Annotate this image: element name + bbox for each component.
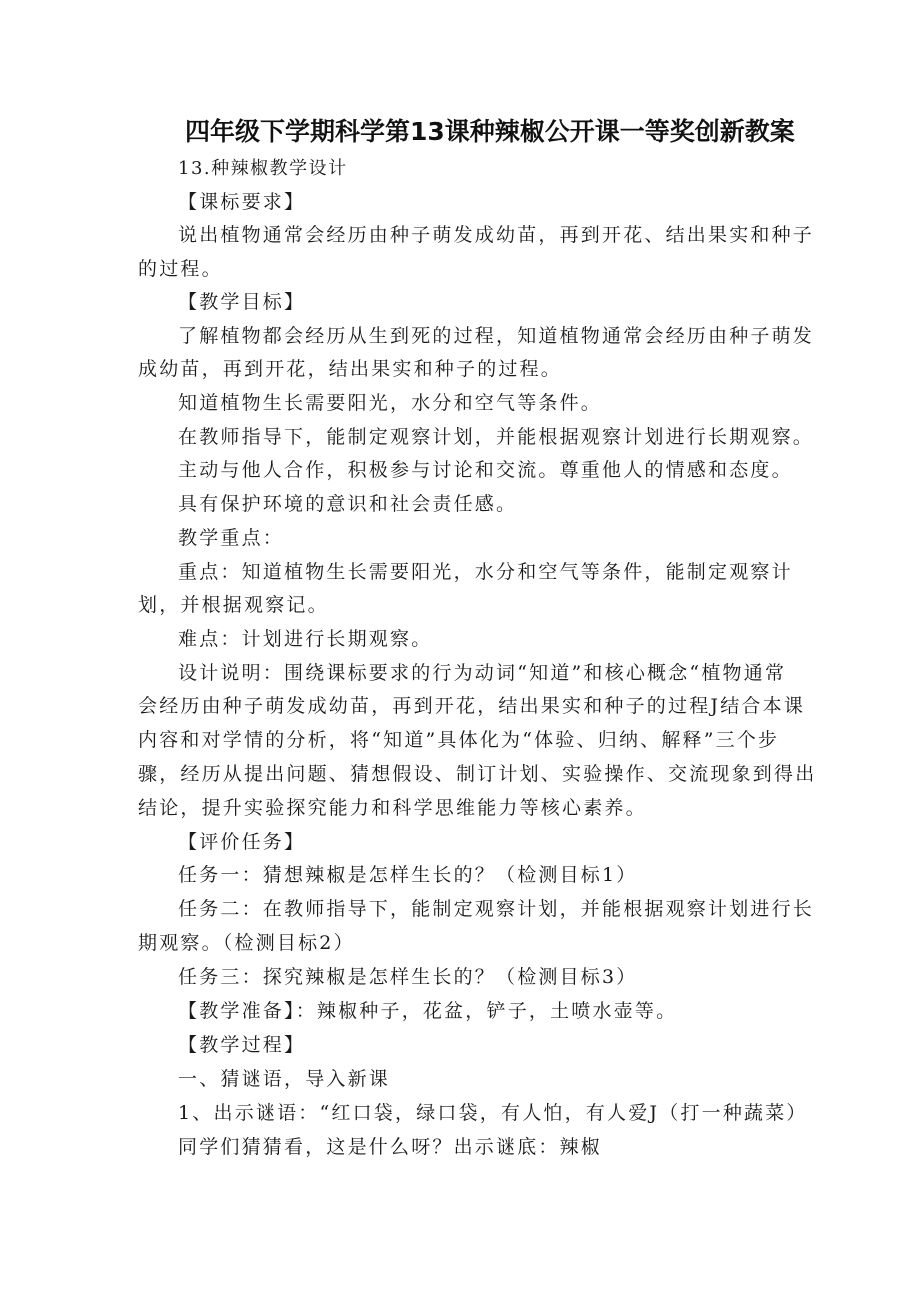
paragraph-line: 任务三：探究辣椒是怎样生长的？（检测目标3） [178,966,638,988]
paragraph-line: 的过程。 [138,258,223,280]
paragraph-line: 期观察。（检测目标2） [138,932,355,954]
paragraph-line: 任务一：猜想辣椒是怎样生长的？（检测目标1） [178,864,638,886]
paragraph-line: 骤，经历从提出问题、猜想假设、制订计划、实验操作、交流现象到得出 [138,763,817,785]
paragraph-line: 任务二：在教师指导下，能制定观察计划，并能根据观察计划进行长 [178,898,815,920]
paragraph-line: 同学们猜猜看，这是什么呀？出示谜底：辣椒 [178,1136,603,1158]
paragraph-line: 难点：计划进行长期观察。 [178,628,433,650]
paragraph-line: 具有保护环境的意识和社会责任感。 [178,493,518,515]
paragraph-line: 主动与他人合作，积极参与讨论和交流。尊重他人的情感和态度。 [178,459,793,481]
paragraph-line: 成幼苗，再到开花，结出果实和种子的过程。 [138,358,563,380]
paragraph-line: 说出植物通常会经历由种子萌发成幼苗，再到开花、结出果实和种子 [178,224,815,246]
paragraph-line: 设计说明：围绕课标要求的行为动词“知道”和核心概念“植物通常 [178,662,787,684]
lesson-subtitle: 13.种辣椒教学设计 [178,158,348,179]
paragraph-line: 在教师指导下，能制定观察计划，并能根据观察计划进行长期观察。 [178,426,815,448]
section-heading-teaching-preparation: 【教学准备】：辣椒种子，花盆，铲子，土喷水壶等。 [178,1000,678,1022]
paragraph-line: 一、猜谜语，导入新课 [178,1068,391,1090]
paragraph-line: 会经历由种子萌发成幼苗，再到开花，结出果实和种子的过程J结合本课 [138,695,806,717]
section-heading-curriculum-standard: 【课标要求】 [178,191,306,213]
section-heading-teaching-process: 【教学过程】 [178,1034,306,1056]
paragraph-line: 了解植物都会经历从生到死的过程，知道植物通常会经历由种子萌发 [178,325,815,347]
paragraph-line: 内容和对学情的分析，将“知道”具体化为“体验、归纳、解释”三个步 [138,729,780,751]
paragraph-line: 1、出示谜语：“红口袋，绿口袋，有人怕，有人爱J（打一种蔬菜） [178,1102,808,1124]
section-heading-evaluation-tasks: 【评价任务】 [178,831,306,853]
section-heading-teaching-objectives: 【教学目标】 [178,291,306,313]
paragraph-line: 结论，提升实验探究能力和科学思维能力等核心素养。 [138,797,647,819]
paragraph-line: 知道植物生长需要阳光，水分和空气等条件。 [178,392,603,414]
paragraph-line: 重点：知道植物生长需要阳光，水分和空气等条件，能制定观察计 [178,561,793,583]
section-heading-key-points: 教学重点： [178,527,285,549]
document-title: 四年级下学期科学第13课种辣椒公开课一等奖创新教案 [185,117,795,146]
paragraph-line: 划，并根据观察记。 [138,594,329,616]
